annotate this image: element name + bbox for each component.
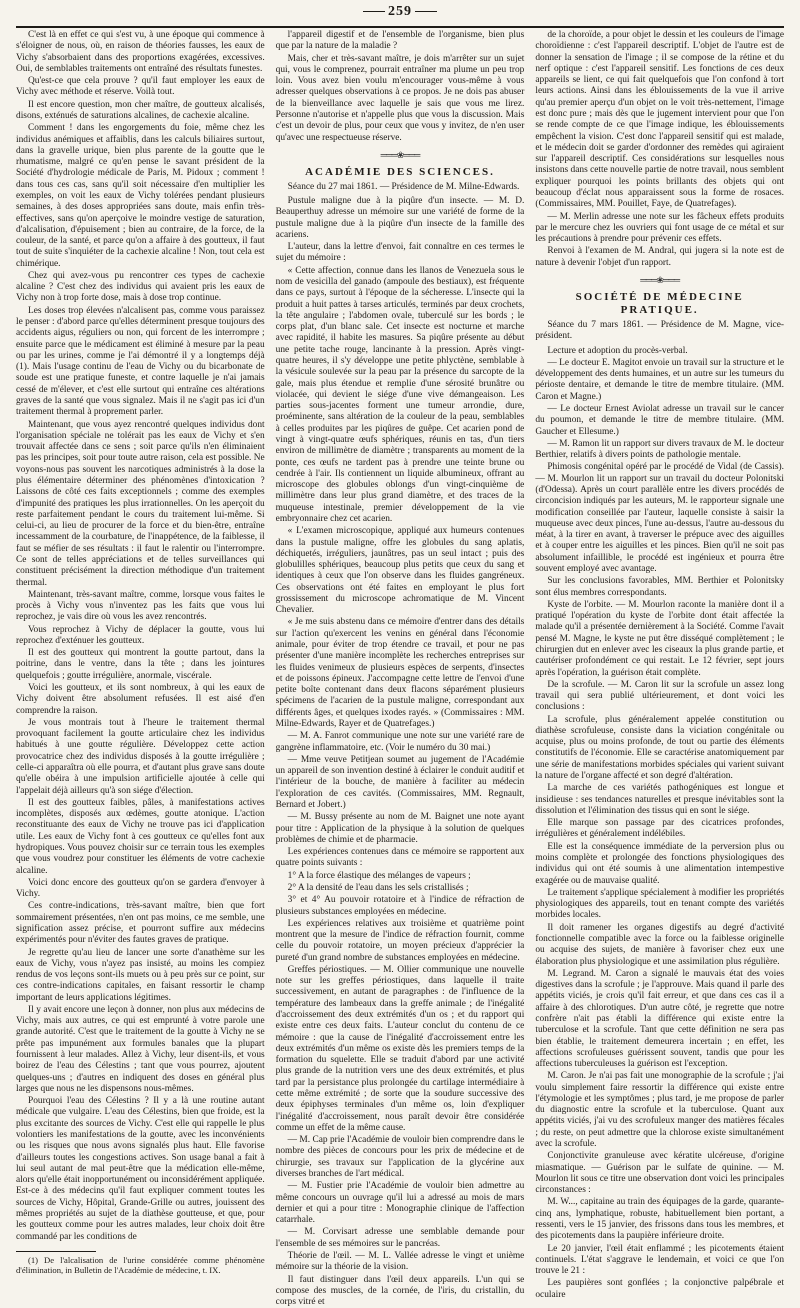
paragraph: Pustule maligne due à la piqûre d'un insecte. — M. D. Beauperthuy adresse un mémoire sur une variété de forme de la pustule maligne due à la piqûre d'un insecte de la famille des acariens. — [275, 196, 525, 240]
paragraph: De la scrofule. — M. Caron lit sur la scrofule un assez long travail qui sera publié ultérieurement, et dont voici les conclusions : — [535, 679, 785, 713]
paragraph: Les expériences relatives aux troisième et quatrième point montrent que la mesure de l'indice de réfraction fournit, comme celle du pouvoir rotatoire, un moyen précieux d'apprécier la pureté d'un grand nombre de substances employées en médecine. — [275, 918, 525, 963]
text-columns — [16, 30, 785, 1308]
column-3 — [535, 30, 785, 1300]
paragraph: Il y avait encore une leçon à donner, non plus aux médecins de Vichy, mais aux autres, ce qui est emprunté à votre parole une grande autorité. C'est que le traitement de la goutte à Vichy ne se prête pas impunément aux formules banales que la plupart fournissent à leur malades. Allez à Vichy, leur disent-ils, et vous boirez de l'eau des Célestins ; tant que vous pourrez, ajoutent quelques-uns ; d'autres en indiquent des doses en général plus larges que nous ne les dispensons nous-mêmes. — [16, 1004, 265, 1094]
paragraph: — Le docteur E. Magitot envoie un travail sur la structure et le développement des dents humaines, et un autre sur les tumeurs du périoste dentaire, et demande le titre de membre titulaire. (MM. Caron et Magne.) — [535, 357, 785, 402]
paragraph: Je vous montrais tout à l'heure le traitement thermal provoquant facilement la goutte articulaire chez les individus habitués à une goutte régulière. Développez cette action provocatrice chez des individus disposés à la goutte irrégulière ; celle-ci apparaîtra où elle pourra, et d'autant plus grave sans doute qu'elle obéira à une impulsion artificielle ajoutée à celle qui l'appelait déjà ailleurs qu'à son siége d'élection. — [16, 717, 265, 796]
paragraph: Le 20 janvier, l'œil était enflammé ; les picotements étaient continuels. L'état s'aggrave le lendemain, et voici ce que l'on trouve le 21 : — [535, 1243, 785, 1277]
paragraph: Lecture et adoption du procès-verbal. — [547, 345, 688, 356]
paragraph: « Je me suis abstenu dans ce mémoire d'entrer dans des détails sur l'action qu'exercent les venins en général dans l'économie animale, pour éviter de trop étendre ce travail, et pour ne pas présenter d'une manière incomplète les recherches entreprises sur les fluides venimeux de plusieurs espèces de serpents, d'insectes et de poissons épineux. J'accompagne cette lettre de l'envoi d'une petite boîte contenant dans deux flacons séparément plusieurs spécimens de l'acarien de la pustule maligne, correspondant aux différents âges, et quelques ixodes rayés. » (Commissaires : MM. Milne-Edwards, Rayer et de Quatrefages.) — [275, 617, 525, 730]
paragraph: Théorie de l'œil. — M. L. Vallée adresse le vingt et unième mémoire sur la théorie de la vision. — [275, 1250, 525, 1273]
paragraph: Kyste de l'orbite. — M. Mourlon raconte la manière dont il a pratiqué l'opération du kyste de l'orbite dont était affectée la malade qu'il a présentée dernièrement à la Société. Comme l'avait pensé M. Magne, le kyste ne put être disséqué complètement ; le chirurgien dut en enlever avec les ciseaux la plus grande partie, et cautériser profondément ce qui restait. Le 12 février, sept jours après l'opération, la guérison était complète. — [535, 599, 785, 678]
section-title-academie: ACADÉMIE DES SCIENCES. — [305, 165, 495, 178]
paragraph: — Le docteur Ernest Aviolat adresse un travail sur le cancer du poumon, et demande le titre de membre titulaire. (MM. Gaucher et Ellesume.) — [535, 404, 785, 437]
paragraph: Qu'est-ce que cela prouve ? qu'il faut employer les eaux de Vichy avec méthode et réserve. Voilà tout. — [16, 76, 265, 98]
paragraph: Mais, cher et très-savant maître, je dois m'arrêter sur un sujet qui, vous le comprenez, pourrait entraîner ma plume un peu trop loin. Vous avez bien voulu m'encourager vous-même à vous adresser quelques observations à ce propos. Je ne dois pas abuser de la bienveillance avec laquelle je sais que vous me lirez. Personne n'autorise et n'appelle plus que vous la discussion. Mais c'est un devoir de plus, pour ceux que vous y invitez, de n'en user qu'avec une respectueuse réserve. — [275, 53, 525, 143]
paragraph: Ces contre-indications, très-savant maître, bien que fort sommairement présentées, n'en ont pas moins, ce me semble, une signification assez précise, et pourront suffire aux médecins expérimentés pour n'éviter des fautes graves de pratique. — [16, 901, 265, 946]
paragraph: Elle est la conséquence immédiate de la perversion plus ou moins complète et prolongée des fonctions physiologiques des individus qui ont été soumis à une alimentation intempestive exagérée ou de mauvaise qualité. — [535, 841, 785, 886]
page-number: 259 — [0, 4, 800, 20]
paragraph: — M. Fustier prie l'Académie de vouloir bien admettre au même concours un ouvrage qu'il lui a adressé au mois de mars dernier et qui a pour titre : Monographie clinique de l'affection catarrhale. — [275, 1181, 525, 1226]
ornament-separator: ═══❀═══ — [640, 274, 680, 285]
header-rule — [16, 26, 784, 28]
paragraph: Chez qui avez-vous pu rencontrer ces types de cachexie alcaline ? C'est chez des individus qui avaient pris les eaux de Vichy non à trop forte dose, mais à dose trop continue. — [16, 270, 265, 304]
section-title-societe: SOCIÉTÉ DE MÉDECINE PRATIQUE. — [575, 290, 744, 316]
paragraph: Il faut distinguer dans l'œil deux appareils. L'un qui se compose des muscles, de la cornée, de l'iris, du cristallin, du corps vitré et — [275, 1274, 525, 1308]
paragraph: Sur les conclusions favorables, MM. Berthier et Polonitsky sont élus membres correspondants. — [535, 576, 785, 598]
column-1 — [16, 30, 265, 1276]
session-line-societe: Séance du 7 mars 1861. — Présidence de M. Magne, vice-président. — [535, 320, 785, 342]
paragraph: — M. A. Fanrot communique une note sur une variété rare de gangrène inflammatoire, etc. (Voir le numéro du 30 mai.) — [275, 731, 525, 753]
paragraph: Les doses trop élevées n'alcalisent pas, comme vous paraissez le penser : d'abord parce qu'elles déterminent presque toujours des accidents aigus, réguliers ou non, qui forcent de les interrompre ; ensuite parce que le médicament est éliminé à mesure par la peau ou par les urines, comme je l'ai démontré il y a longtemps déjà (1). Mais l'usage continu de l'eau de Vichy ou du bicarbonate de soude est une pratique funeste, et contre laquelle je n'ai jamais cessé de m'élever, et c'est elle surtout qui entraîne ces altérations graves de la santé que vous signalez. Mais il ne s'agit pas ici d'un traitement thermal à proprement parler. — [16, 305, 265, 418]
paragraph: Les paupières sont gonflées ; la conjonctive palpébrale et oculaire — [535, 1278, 785, 1300]
paragraph: Il est des goutteux qui montrent la goutte partout, dans la poitrine, dans le ventre, dans la tête ; dans les jointures quelquefois ; goutte irrégulière, anormale, viscérale. — [16, 648, 265, 681]
paragraph: — M. Ramon lit un rapport sur divers travaux de M. le docteur Berthier, relatifs à divers points de pathologie mentale. — [535, 438, 785, 461]
paragraph: M. W..., capitaine au train des équipages de la garde, quarante-cinq ans, lymphatique, robuste, habituellement bien portant, a ressenti, vers le 15 janvier, des frissons dans tous les membres, et des picotements dans la paupière inférieure droite. — [535, 1197, 785, 1242]
column-2-body — [276, 196, 525, 1308]
paragraph: Il est encore question, mon cher maître, de goutteux alcalisés, disons, exténués de saturations alcalines, de cachexie alcaline. — [16, 99, 265, 121]
paragraph: Voici les goutteux, et ils sont nombreux, à qui les eaux de Vichy doivent être absolument refusées. Il est aisé d'en comprendre la raison. — [16, 683, 265, 716]
footnote: (1) De l'alcalisation de l'urine considérée comme phénomène d'élimination, in Bulletin de l'Académie de médecine, t. IX. — [16, 1254, 265, 1276]
paragraph: 1° A la force élastique des mélanges de vapeurs ; — [287, 870, 471, 881]
paragraph: Renvoi à l'examen de M. Andral, qui jugera si la note est de nature à devenir l'objet d'un rapport. — [535, 246, 785, 268]
paragraph: 3° et 4° Au pouvoir rotatoire et à l'indice de réfraction de plusieurs substances employées en médecine. — [275, 895, 525, 917]
paragraph: Greffes périostiques. — M. Ollier communique une nouvelle note sur les greffes périostiques, dans laquelle il traite successivement, en autant de paragraphes : de l'influence de la température des lambeaux dans la greffe animale ; de l'inégalité d'accroissement des deux extrémités d'un os ; et du rapport qui existe entre ces deux faits. L'auteur conclut du contenu de ce mémoire : que la cause de l'inégalité d'accroissement entre les deux extrémités d'un même os existe dès les premiers temps de la formation du squelette. Elle se traduit d'abord par une activité plus grande de la nutrition vers une des deux extrémités, et plus tard par la persistance plus prolongée du cartilage intermédiaire à cette même extrémité ; de sorte que la soudure successive des deux épiphyses terminales d'un même os, loin d'expliquer l'inégalité d'accroissement, nous paraît devoir être considérée comme un effet de la même cause. — [275, 964, 525, 1133]
column-3-body — [535, 346, 784, 1301]
ornament-separator: ═══❀═══ — [380, 149, 420, 160]
paragraph: C'est là en effet ce qui s'est vu, à une époque qui commence à s'éloigner de nous, où, en raison de théories fausses, les eaux de Vichy s'absorbaient dans des proportions exagérées, excessives. Oui, de semblables traitements ont entraîné des résultats funestes. — [16, 30, 265, 74]
paragraph: Phimosis congénital opéré par le procédé de Vidal (de Cassis). — M. Mourlon lit un rapport sur un travail du docteur Polonitski (d'Odessa). Après un court parallèle entre les divers procédés de circoncision indiqués par les auteurs, M. le rapporteur signale une modification conseillée par l'auteur, laquelle consiste à saisir la muqueuse avec deux pinces, l'une au-dessus, l'autre au-dessous du méat, à la tirer en avant, à traverser le prépuce avec des aiguilles et à couper entre les aiguilles et les pinces. Bien qu'il ne soit pas absolument infaillible, le procédé est ingénieux et pourra être souvent employé avec avantage. — [535, 462, 785, 574]
session-line-academie: Séance du 27 mai 1861. — Présidence de M. Milne-Edwards. — [287, 181, 520, 192]
paragraph: Il est des goutteux faibles, pâles, à manifestations actives incomplètes, disposés aux œdèmes, goutte atonique. L'action reconstituante des eaux de Vichy ne trouve pas ici d'application utile. Les eaux de Vichy font à ces goutteux ce qu'elles font aux hydropiques. Vous pouvez choisir sur ce terrain tous les exemples que vous voudrez pour constituer les éléments de votre cachexie alcaline. — [16, 797, 265, 876]
paragraph: L'auteur, dans la lettre d'envoi, fait connaître en ces termes le sujet du mémoire : — [275, 242, 525, 264]
paragraph: M. Caron. Je n'ai pas fait une monographie de la scrofule ; j'ai voulu simplement faire ressortir la différence qui existe entre l'étymologie et les symptômes ; plus tard, je me propose de parler du diagnostic entre la scrofule et la tuberculose. Quant aux appétits viciés, j'ai vu des scrofuleux manger des matières fécales ; du reste, on peut admettre que la chlorose existe simultanément avec la scrofule. — [535, 1071, 785, 1150]
paragraph: La scrofule, plus généralement appelée constitution ou diathèse scrofuleuse, consiste dans la viciation congénitale ou acquise, plus ou moins profonde, de tout ou partie des éléments constitutifs de l'économie. Elle se caractérise anatomiquement par une série de manifestations morbides spéciales qui varient suivant la nature de l'organe affecté et son degré d'altération. — [535, 714, 785, 782]
footnote-rule — [16, 1251, 96, 1252]
paragraph: Maintenant, que vous ayez rencontré quelques individus dont l'organisation spéciale ne tolérait pas les eaux de Vichy et s'en trouvait affectée dans ce sens ; soit parce qu'ils n'en éliminaient pas les principes, soit pour toute autre raison, cela est possible. Ne voyons-nous pas souvent les narcotiques administrés à la dose la plus élémentaire déterminer des phénomènes d'intoxication ? Laissons de côté ces faits exceptionnels ; comme des exemples d'impunité des pratiques les plus irrationnelles. On les aperçoit du reste parfaitement pendant le cours du traitement lui-même. Si celui-ci, au lieu de procurer de la force et du bien-être, entraîne incessamment de la courbature, de l'inappétence, de la faiblesse, il faut se méfier de ses résultats : il faut le ralentir ou l'interrompre. Ce sont de telles appréciations et de telles surveillances qui constituent précisément la direction méthodique d'un traitement thermal. — [16, 419, 265, 588]
paragraph: La marche de ces variétés pathogéniques est longue et insidieuse : ses tendances naturelles et presque inévitables sont la dissolution et l'élimination des tissus qui en sont le siége. — [535, 783, 785, 816]
paragraph: — M. Merlin adresse une note sur les fâcheux effets produits par le mercure chez les ouvriers qui font usage de ce métal et sur les précautions à prendre pour prévenir ces effets. — [535, 211, 785, 245]
paragraph: — M. Bussy présente au nom de M. Baignet une note ayant pour titre : Application de la physique à la solution de quelques problèmes de chimie et de pharmacie. — [275, 812, 525, 845]
paragraph: Elle marque son passage par des cicatrices profondes, irrégulières et généralement indélébiles. — [535, 818, 785, 840]
paragraph: Vous reprochez à Vichy de déplacer la goutte, vous lui reprochez d'exténuer les goutteux. — [16, 624, 265, 646]
paragraph: Le traitement s'applique spécialement à modifier les propriétés physiologiques des appareils, tout en tenant compte des variétés morbides locales. — [535, 887, 785, 921]
paragraph: Voici donc encore des goutteux qu'on se gardera d'envoyer à Vichy. — [16, 877, 265, 900]
paragraph: Pourquoi l'eau des Célestins ? Il y a là une routine autant médicale que vulgaire. L'eau des Célestins, bien que froide, est la plus excitante des sources de Vichy. C'est elle qui rappelle le plus volontiers les manifestations de la goutte, avec les inconvénients ou les risques que nous avons signalés plus haut. Elle favorise d'ailleurs toutes les congestions actives. Son usage banal a fait à lui seul autant de mal peut-être que la médication elle-même, alors qu'elle était inopportunément ou inconsidérément appliquée. Est-ce à des médecins qu'il faut expliquer comment toutes les sources de Vichy, Hôpital, Grande-Grille ou autres, jouissent des mêmes propriétés au sujet de la diathèse goutteuse, et que, pour les goutteux comme pour les autres malades, leur choix doit être commandé par les conditions de — [16, 1096, 265, 1242]
paragraph: « L'examen microscopique, appliqué aux humeurs contenues dans la pustule maligne, offre les globules du sang aplatis, déchiquetés, irréguliers, jaunâtres, pas un seul intact ; puis des globulilles sphériques, beaucoup plus petits que ceux du sang et identiques à ceux que l'on observe dans les fluides gangréneux. Ces observations ont été faites en employant le plus fort grossissement du microscope achromatique de M. Vincent Chevalier. — [275, 526, 525, 616]
paragraph: Maintenant, très-savant maître, comme, lorsque vous faites le procès à Vichy vous n'inventez pas les faits que vous lui reprochez, je vais dire où vous les avez rencontrés. — [16, 589, 265, 623]
paragraph: — Mme veuve Petitjean soumet au jugement de l'Académie un appareil de son invention destiné à éclairer le conduit auditif et l'intérieur de la bouche, de manière à faciliter au médecin l'exploration de ces cavités. (Commissaires, MM. Regnault, Bernard et Jobert.) — [275, 754, 525, 810]
paragraph: 2° A la densité de l'eau dans les sels cristallisés ; — [287, 882, 469, 893]
paragraph: Il doit ramener les organes digestifs au degré d'activité fonctionnelle compatible avec la force ou la faiblesse originelle ou acquise des sujets, de manière à favoriser chez eux une élaboration plus physiologique et une assimilation plus régulière. — [535, 922, 785, 967]
column-3-lead — [535, 30, 784, 269]
column-2 — [275, 30, 525, 1308]
paragraph: l'appareil digestif et de l'ensemble de l'organisme, bien plus que par la nature de la maladie ? — [275, 30, 525, 52]
paragraph: « Cette affection, connue dans les llanos de Venezuela sous le nom de vesicilla del ganado (ampoule des bestiaux), est fréquente dans ce pays, surtout à l'époque de la sécheresse. L'insecte qui la produit a huit pattes à tarses articulés, terminés par deux crochets, la tête angulaire ; l'abdomen ovale, tuberculé sur les bords ; le corps plat, d'un blanc sale. Cet insecte est nocturne et marche avec rapidité, il habite les masures. Sa piqûre présente au début une petite tache rouge, lancinante à la pression. Après vingt-quatre heures, il s'y développe une petite phlyctène, semblable à la vésicule soulevée sur la peau par la présence du sarcopte de la gale, mais plus étendue et remplie d'une sérosité brunâtre ou violacée, qui devient le siége d'une vive démangeaison. Les parties sous-jacentes forment une tumeur arrondie, dure, proéminente, sans altération de la couleur de la peau, semblables à celles produites par les piqûres de guêpe. Cet acarien pond de vingt à vingt-quatre œufs sphériques, réunis en tas, d'un tiers environ de millimètre de diamètre ; transparents au moment de la ponte, ces œufs ne tardent pas à prendre une teinte brune ou cendrée à l'air. Ils contiennent un liquide albumineux, offrant au microscope des globules oblongs d'un vingt-cinquième de millimètre dans leur plus grand diamètre, et des traces de la muqueuse intestinale, premier développement de la vie embryonnaire chez cet acarien. — [275, 265, 525, 524]
paragraph: Conjonctivite granuleuse avec kératite ulcéreuse, d'origine miasmatique. — Guérison par le sulfate de quinine. — M. Mourlon lit sous ce titre une observation dont voici les principales circonstances : — [535, 1151, 785, 1196]
paragraph: Comment ! dans les engorgements du foie, même chez les individus anémiques et affaiblis, dans les calculs biliaires surtout, dans la gravelle urique, bien plus parente de la goutte que le rhumatisme, malgré ce qu'en pense le savant président de la Société d'hydrologie médicale de Paris, M. Pidoux ; comment ! dans tous ces cas, sans qu'il soit nécessaire d'en multiplier les exemples, on voit les eaux de Vichy tolérées pendant plusieurs semaines, à des doses appropriées sans doute, mais enfin très-effectives, sans qu'on aperçoive le moindre vestige de saturation, d'alcalisation, d'épuisement ; bien au contraire, de la force, de la couleur, de la santé, et parce qu'on a affaire à des goutteux, il faut tout de suite s'inquiéter de la cachexie alcaline ! Non, tout cela est chimérique. — [16, 123, 265, 269]
column-2-lead — [276, 30, 525, 144]
paragraph: M. Legrand. M. Caron a signalé le mauvais état des voies digestives dans la scrofule ; je l'approuve. Mais quand il parle des appétits viciés, je crois qu'il fait erreur, et que dans ces cas il a affaire à des chlorotiques. D'un autre côté, je regrette que notre confrère n'ait pas établi la différence qui existe entre la tuberculose et la scrofule. Tant que cette définition ne sera pas bien établie, le traitement demeurera incertain ; en effet, les affections scrofuleuses guérissent souvent, tandis que pour les affections tuberculeuses la guérison est l'exception. — [535, 968, 785, 1070]
column-1-body — [16, 30, 265, 1243]
paragraph: Je regrette qu'au lieu de lancer une sorte d'anathème sur les eaux de Vichy, vous n'ayez pas insisté, au moins les compiez rendus de vos leçons sont-ils muets ou à peu près sur ce point, sur ces contre-indications capitales, en faisant ressortir le champ important de leurs applications légitimes. — [16, 947, 265, 1003]
paragraph: — M. Corvisart adresse une semblable demande pour l'ensemble de ses mémoires sur le pancréas. — [275, 1227, 525, 1249]
paragraph: — M. Cap prie l'Académie de vouloir bien comprendre dans le nombre des pièces de concours pour les prix de médecine et de chirurgie, ses travaux sur l'application de la glycérine aux diverses branches de l'art médical. — [275, 1135, 525, 1179]
paragraph: Les expériences contenues dans ce mémoire se rapportent aux quatre points suivants : — [275, 847, 525, 869]
paragraph: de la choroïde, a pour objet le dessin et les couleurs de l'image choroïdienne : c'est l'appareil descriptif. L'objet de l'autre est de donner la sensation de l'image ; il se compose de la rétine et du nerf optique : c'est l'appareil sensitif. Les fonctions de ces deux appareils se lient, ce qui fait quelquefois que l'on confond à tort leurs actions. Ainsi dans les éblouissements de la vue il arrive qu'au premier aperçu d'un objet on le voit très-nettement, l'image est donc pure ; mais dès que le jugement intervient pour que l'on se rende compte de ce que l'image indique, les éblouissements empêchent la vision. C'est donc l'appareil sensitif qui est malade, et le médecin doit se garder d'ordonner des remèdes qui agiraient sur l'appareil descriptif. Ces considérations sur lesquelles nous insistons dans cette nouvelle partie de notre travail, nous semblent expliquer pourquoi les points brillants des objets qui ont beaucoup d'éclat nous apparaissent sous la forme de rosaces. (Commissaires, MM. Pouillet, Faye, de Quatrefages). — [535, 30, 785, 210]
